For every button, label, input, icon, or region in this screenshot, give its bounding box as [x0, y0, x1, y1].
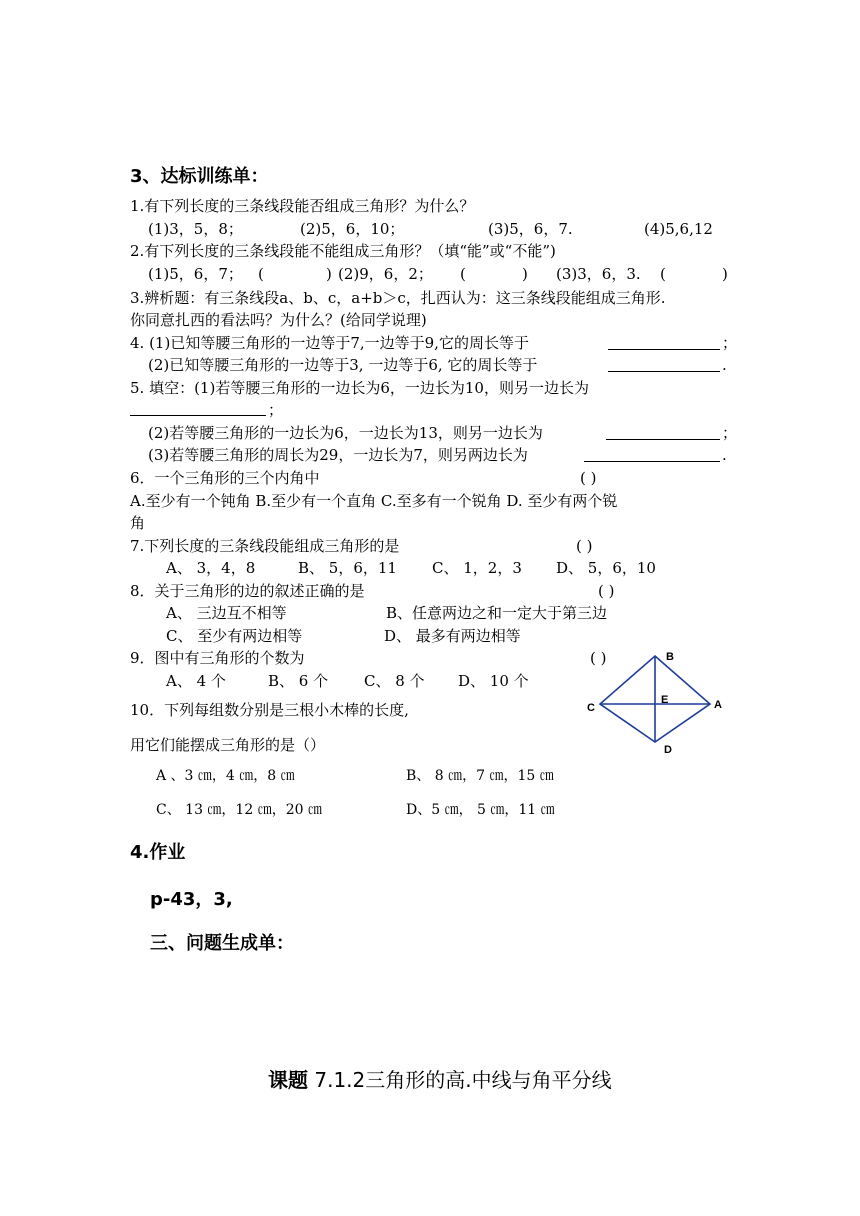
q9-answer-paren: ( ) [590, 649, 607, 667]
q6-options-wrap: 角 [130, 514, 146, 532]
q1-option-3: (3)5，6，7. [488, 220, 573, 238]
q10-option-d: D、5 ㎝， 5 ㎝，11 ㎝ [406, 802, 555, 818]
q2-blank-2-open: ( [460, 265, 466, 283]
q8-stem: 8．关于三角形的边的叙述正确的是 [130, 582, 365, 600]
q9-stem: 9．图中有三角形的个数为 [130, 649, 305, 667]
q10-option-c: C、 13 ㎝，12 ㎝，20 ㎝ [156, 802, 322, 818]
q5-blank-1[interactable] [130, 415, 266, 416]
q5-line-3-end: . [722, 446, 727, 464]
q8-option-d: D、 最多有两边相等 [384, 627, 521, 645]
q7-option-b: B、 5，6，11 [298, 559, 397, 577]
q9-option-a: A、 4 个 [166, 672, 226, 690]
q1-option-1: (1)3，5，8； [148, 220, 243, 238]
q4-line-2-end: . [722, 356, 727, 374]
q8-option-b: B、任意两边之和一定大于第三边 [386, 604, 608, 622]
q2-option-3: (3)3，6，3. [556, 265, 641, 283]
section-3-heading: 3、达标训练单： [130, 166, 269, 187]
homework-content: p-43，3, [150, 889, 233, 910]
q3-line-2: 你同意扎西的看法吗？为什么？(给同学说理) [130, 311, 427, 329]
q2-blank-3-close: ) [722, 265, 728, 283]
q5-blank-3[interactable] [584, 461, 720, 462]
figure-label-b: B [666, 651, 674, 663]
q5-line-2: (2)若等腰三角形的一边长为6，一边长为13，则另一边长为 [148, 424, 543, 442]
q3-line-1: 3.辨析题：有三条线段a、b、c，a+b＞c，扎西认为：这三条线段能组成三角形. [130, 289, 666, 307]
q6-options: A.至少有一个钝角 B.至少有一个直角 C.至多有一个锐角 D. 至少有两个锐 [130, 492, 618, 510]
q5-line-3: (3)若等腰三角形的周长为29，一边长为7，则另两边长为 [148, 446, 528, 464]
q6-stem: 6．一个三角形的三个内角中 [130, 469, 320, 487]
q10-stem-2: 用它们能摆成三角形的是（） [130, 736, 326, 754]
figure-label-c: C [587, 702, 595, 714]
q10-stem: 10．下列每组数分别是三根小木棒的长度, [130, 701, 409, 719]
q9-option-b: B、 6 个 [268, 672, 329, 690]
q7-option-a: A、 3，4，8 [166, 559, 256, 577]
lesson-title-text: 7.1.2三角形的高.中线与角平分线 [314, 1068, 612, 1092]
q5-line-1-end: ； [268, 401, 284, 419]
figure-label-a: A [714, 699, 722, 711]
q7-option-d: D、 5，6，10 [556, 559, 656, 577]
q6-answer-paren: ( ) [580, 469, 597, 487]
q2-blank-1-close: ) [326, 265, 332, 283]
q9-option-d: D、 10 个 [458, 672, 529, 690]
q10-option-a: A 、3 ㎝，4 ㎝，8 ㎝ [156, 768, 295, 784]
q2-blank-2-close: ) [522, 265, 528, 283]
question-generation-heading: 三、问题生成单： [150, 933, 294, 954]
q8-option-a: A、 三边互不相等 [166, 604, 287, 622]
q9-option-c: C、 8 个 [364, 672, 425, 690]
section-4-heading: 4.作业 [130, 842, 186, 863]
q5-line-2-end: ； [722, 424, 738, 442]
q4-line-1: 4. (1)已知等腰三角形的一边等于7,一边等于9,它的周长等于 [130, 334, 529, 352]
lesson-title [268, 1064, 612, 1093]
q4-line-2: (2)已知等腰三角形的一边等于3, 一边等于6, 它的周长等于 [148, 356, 538, 374]
q7-answer-paren: ( ) [576, 537, 593, 555]
q2-stem: 2.有下列长度的三条线段能不能组成三角形？（填“能”或“不能”) [130, 242, 556, 260]
q2-option-1: (1)5，6，7； [148, 265, 243, 283]
q10-option-b: B、 8 ㎝，7 ㎝，15 ㎝ [406, 768, 554, 784]
q8-option-c: C、 至少有两边相等 [166, 627, 303, 645]
q2-blank-1-open: ( [258, 265, 264, 283]
q4-blank-1[interactable] [608, 349, 720, 350]
q5-line-1: 5. 填空：(1)若等腰三角形的一边长为6，一边长为10，则另一边长为 [130, 379, 589, 397]
q1-option-2: (2)5，6，10； [300, 220, 405, 238]
q4-line-1-end: ； [722, 334, 738, 352]
q1-stem: 1.有下列长度的三条线段能否组成三角形？为什么？ [130, 197, 475, 215]
q2-blank-3-open: ( [660, 265, 666, 283]
figure-label-d: D [664, 744, 672, 756]
q4-blank-2[interactable] [608, 371, 720, 372]
q8-answer-paren: ( ) [598, 582, 615, 600]
q2-option-2: (2)9，6，2； [338, 265, 433, 283]
q7-option-c: C、 1，2，3 [432, 559, 522, 577]
q5-blank-2[interactable] [606, 439, 720, 440]
q9-triangle-figure [580, 645, 730, 757]
q7-stem: 7.下列长度的三条线段能组成三角形的是 [130, 537, 400, 555]
figure-label-e: E [661, 694, 669, 706]
q1-option-4: (4)5,6,12 [644, 220, 713, 238]
lesson-title-prefix: 课题 [268, 1068, 308, 1092]
